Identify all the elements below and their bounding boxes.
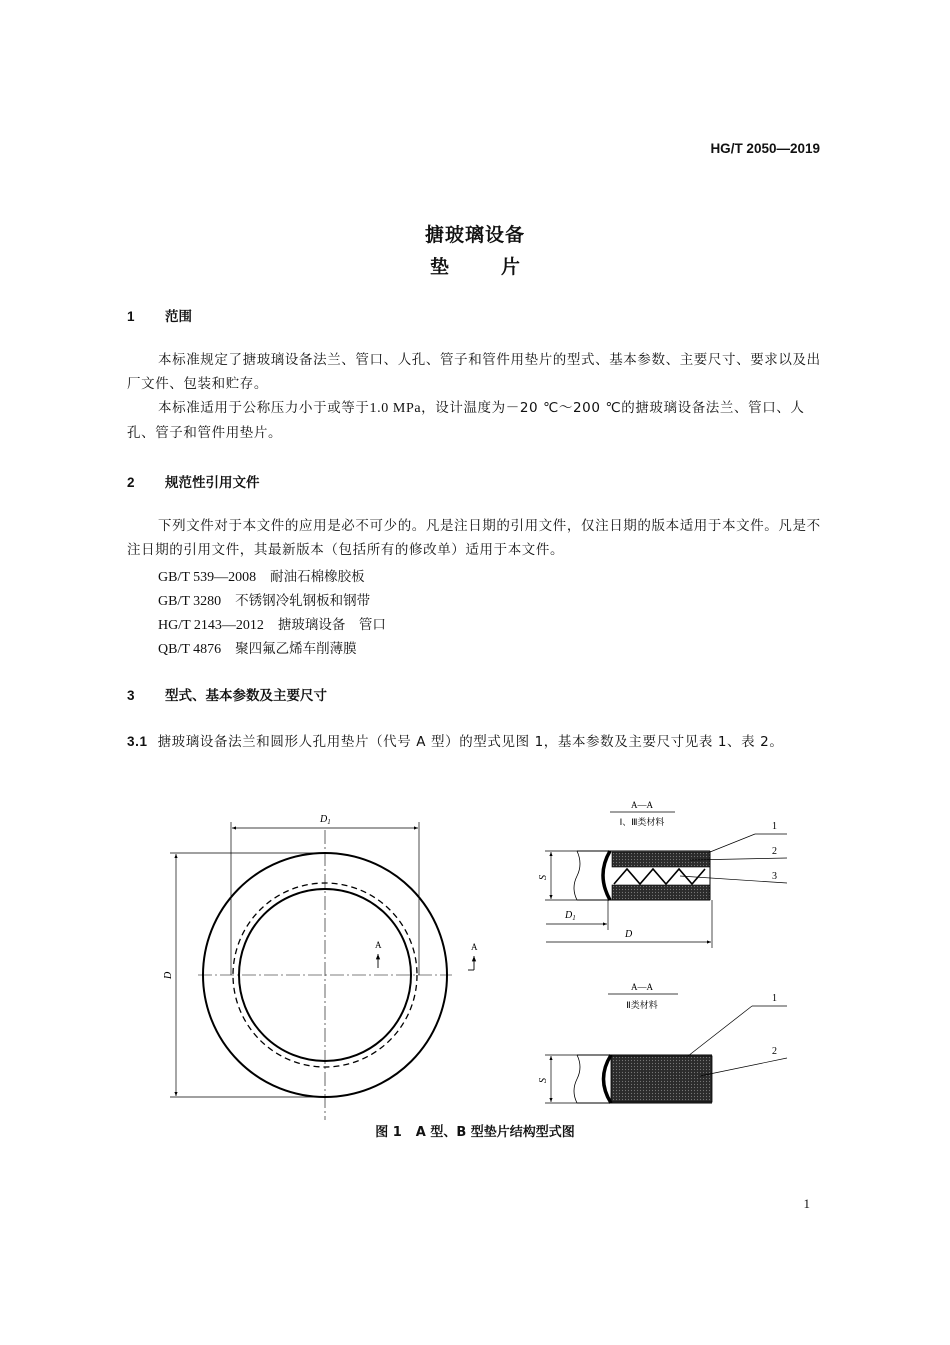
- section-number: 2: [127, 475, 135, 490]
- reference-title: 搪玻璃设备 管口: [277, 617, 386, 633]
- section-title: A—A: [631, 800, 653, 810]
- section-view-type-1-3: [538, 800, 787, 948]
- section-1-heading: [127, 305, 192, 325]
- page-number: 1: [803, 1196, 810, 1211]
- break-line: [574, 1055, 580, 1103]
- reference-item: [158, 565, 365, 586]
- break-line: [574, 851, 580, 900]
- reference-item: [158, 613, 386, 634]
- clause-number: 3.1: [127, 734, 148, 749]
- section-subtitle: Ⅰ、Ⅲ类材料: [619, 817, 665, 827]
- callout-3: 3: [772, 871, 777, 882]
- callout-1: 1: [772, 993, 777, 1004]
- reference-code: QB/T 4876: [158, 642, 222, 657]
- envelope-edge: [604, 1055, 612, 1103]
- dimension-d1-label: $D_1$: [565, 910, 576, 922]
- dimension-d-label: D: [163, 971, 174, 979]
- figure-caption-text: A 型、B 型垫片结构型式图: [415, 1125, 575, 1140]
- section-title: 范围: [165, 309, 192, 325]
- figure-caption: [0, 1121, 950, 1140]
- document-title: 搪玻璃设备: [424, 224, 525, 246]
- reference-code: GB/T 3280: [158, 594, 222, 609]
- section-number: 1: [127, 309, 135, 324]
- clause-text: 搪玻璃设备法兰和圆形人孔用垫片（代号 A 型）的型式见图 1，基本参数及主要尺寸见表 1、表 2。: [157, 734, 784, 750]
- section-3-heading: [127, 684, 327, 704]
- layer-2-bottom: [612, 885, 710, 900]
- callout-2: 2: [772, 846, 777, 857]
- section-1-paragraph-2: [127, 396, 825, 445]
- dimension-s-label: S: [538, 875, 549, 880]
- envelope-edge: [603, 851, 610, 900]
- dimension-d-label: D: [625, 929, 633, 940]
- callout-1: 1: [772, 821, 777, 832]
- section-2-heading: [127, 471, 260, 491]
- callout-2: 2: [772, 1046, 777, 1057]
- section-mark-left: A: [375, 940, 382, 950]
- section-2-paragraph: 下列文件对于本文件的应用是必不可少的。凡是注日期的引用文件，仅注日期的版本适用于本文件。凡是不注日期的引用文件，其最新版本（包括所有的修改单）适用于本文件。: [127, 518, 821, 558]
- gasket-plan-view: [163, 814, 478, 1120]
- section-number: 3: [127, 688, 135, 703]
- scope-text-b: ，设计温度为－20 ℃～200 ℃的搪玻璃设备法兰、管口、人孔、管子和管件用垫片。: [127, 400, 805, 441]
- section-1-paragraph-1: 本标准规定了搪玻璃设备法兰、管口、人孔、管子和管件用垫片的型式、基本参数、主要尺寸、要求以及出厂文件、包装和贮存。: [127, 352, 821, 392]
- pressure-value: 1.0 MPa: [369, 401, 422, 416]
- reference-code: HG/T 2143—2012: [158, 618, 264, 633]
- dimension-d1-label: $D_1$: [320, 814, 331, 826]
- section-title: 规范性引用文件: [165, 475, 260, 491]
- section-subtitle: Ⅱ类材料: [626, 1000, 658, 1010]
- reference-title: 不锈钢冷轧钢板和钢带: [235, 593, 371, 609]
- section-title: 型式、基本参数及主要尺寸: [165, 688, 327, 704]
- document-subtitle: [0, 252, 950, 279]
- clause-3-1: [127, 730, 825, 754]
- reference-item: [158, 637, 357, 658]
- section-view-type-2: [538, 982, 787, 1103]
- scope-text-a: 本标准适用于公称压力小于或等于: [158, 400, 370, 416]
- figure-number: 图 1: [375, 1125, 402, 1140]
- subtitle-char-1: 垫: [429, 256, 449, 278]
- solid-layer: [611, 1056, 712, 1102]
- section-title: A—A: [631, 982, 653, 992]
- subtitle-char-2: 片: [501, 256, 521, 278]
- figure-gasket-drawing: [0, 790, 950, 1120]
- reference-title: 聚四氟乙烯车削薄膜: [235, 641, 357, 657]
- layer-2-top: [612, 852, 710, 867]
- standard-code: HG/T 2050—2019: [710, 141, 820, 156]
- reference-title: 耐油石棉橡胶板: [270, 569, 365, 585]
- reference-code: GB/T 539—2008: [158, 570, 257, 585]
- section-mark-right: A: [471, 942, 478, 952]
- dimension-s-label: S: [538, 1078, 549, 1083]
- reference-item: [158, 589, 370, 610]
